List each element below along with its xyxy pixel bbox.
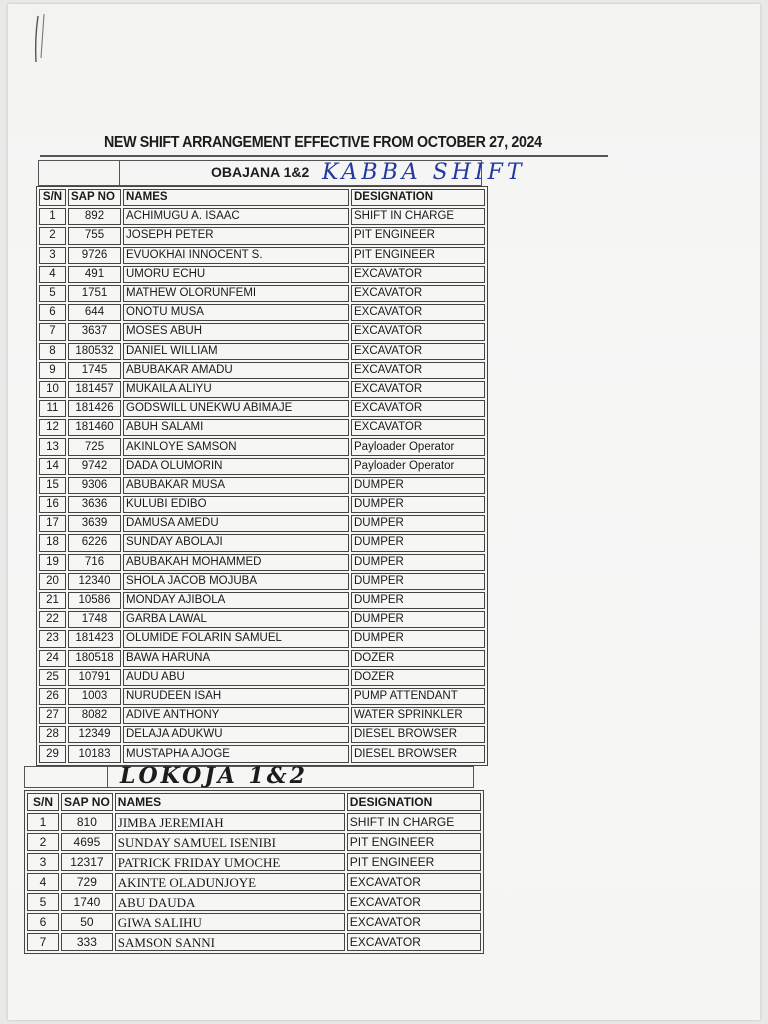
- cell-designation: DUMPER: [351, 477, 485, 494]
- cell-sap-no: 9742: [68, 458, 121, 475]
- table-row: [39, 285, 485, 302]
- cell-sn: 5: [39, 285, 66, 302]
- cell-sn: 18: [39, 534, 66, 551]
- cell-sn: 10: [39, 381, 66, 398]
- roster-body-lokoja: [27, 813, 481, 951]
- cell-sn: 1: [39, 208, 66, 225]
- cell-designation: PUMP ATTENDANT: [351, 688, 485, 705]
- cell-name: NURUDEEN ISAH: [123, 688, 349, 705]
- cell-name: ADIVE ANTHONY: [123, 707, 349, 724]
- cell-designation: DUMPER: [351, 515, 485, 532]
- cell-sn: 1: [27, 813, 59, 831]
- pen-mark-decoration: [24, 10, 64, 70]
- table-row: [39, 304, 485, 321]
- cell-sap-no: 9306: [68, 477, 121, 494]
- title-underline: [40, 155, 608, 157]
- table-row: [39, 630, 485, 647]
- cell-sn: 7: [27, 933, 59, 951]
- cell-designation: DOZER: [351, 669, 485, 686]
- cell-sn: 26: [39, 688, 66, 705]
- table-row: [39, 266, 485, 283]
- location-divider: [119, 161, 120, 185]
- cell-name: SHOLA JACOB MOJUBA: [123, 573, 349, 590]
- cell-name: SUNDAY ABOLAJI: [123, 534, 349, 551]
- table-row: [39, 726, 485, 743]
- cell-name: OLUMIDE FOLARIN SAMUEL: [123, 630, 349, 647]
- cell-sn: 6: [39, 304, 66, 321]
- cell-name: KULUBI EDIBO: [123, 496, 349, 513]
- cell-designation: DUMPER: [351, 630, 485, 647]
- cell-sn: 3: [39, 247, 66, 264]
- cell-name: SAMSON SANNI: [115, 933, 345, 951]
- cell-name: ABUBAKAH MOHAMMED: [123, 554, 349, 571]
- cell-designation: PIT ENGINEER: [351, 247, 485, 264]
- cell-designation: EXCAVATOR: [347, 913, 481, 931]
- cell-sn: 5: [27, 893, 59, 911]
- table-row: [27, 873, 481, 891]
- cell-sn: 13: [39, 438, 66, 455]
- cell-sn: 2: [39, 227, 66, 244]
- cell-sn: 4: [39, 266, 66, 283]
- document-title: NEW SHIFT ARRANGEMENT EFFECTIVE FROM OCTOBER 27, 2024: [104, 134, 542, 151]
- cell-designation: DUMPER: [351, 496, 485, 513]
- col-header-designation: DESIGNATION: [347, 793, 481, 811]
- cell-name: AKINTE OLADUNJOYE: [115, 873, 345, 891]
- cell-designation: EXCAVATOR: [347, 933, 481, 951]
- cell-sn: 27: [39, 707, 66, 724]
- cell-designation: DUMPER: [351, 611, 485, 628]
- cell-name: AUDU ABU: [123, 669, 349, 686]
- cell-name: MUSTAPHA AJOGE: [123, 745, 349, 762]
- cell-sap-no: 491: [68, 266, 121, 283]
- cell-designation: SHIFT IN CHARGE: [351, 208, 485, 225]
- cell-sn: 8: [39, 343, 66, 360]
- cell-sap-no: 9726: [68, 247, 121, 264]
- cell-sap-no: 810: [61, 813, 113, 831]
- cell-designation: EXCAVATOR: [351, 285, 485, 302]
- table-row: [39, 247, 485, 264]
- cell-sap-no: 12349: [68, 726, 121, 743]
- table-row: [39, 458, 485, 475]
- cell-name: SUNDAY SAMUEL ISENIBI: [115, 833, 345, 851]
- cell-sap-no: 10183: [68, 745, 121, 762]
- cell-designation: DUMPER: [351, 573, 485, 590]
- cell-sap-no: 333: [61, 933, 113, 951]
- cell-designation: DOZER: [351, 650, 485, 667]
- cell-designation: PIT ENGINEER: [347, 853, 481, 871]
- table-row: [39, 400, 485, 417]
- cell-sap-no: 50: [61, 913, 113, 931]
- cell-designation: DUMPER: [351, 534, 485, 551]
- cell-designation: DUMPER: [351, 554, 485, 571]
- cell-designation: PIT ENGINEER: [351, 227, 485, 244]
- cell-sn: 29: [39, 745, 66, 762]
- cell-sap-no: 3637: [68, 323, 121, 340]
- table-row: [39, 343, 485, 360]
- handwritten-shift-note: KABBA SHIFT: [322, 160, 526, 185]
- cell-designation: Payloader Operator: [351, 458, 485, 475]
- cell-sap-no: 181423: [68, 630, 121, 647]
- handwritten-location-note: LOKOJA 1&2: [120, 763, 308, 789]
- cell-sn: 15: [39, 477, 66, 494]
- cell-name: PATRICK FRIDAY UMOCHE: [115, 853, 345, 871]
- cell-sap-no: 10586: [68, 592, 121, 609]
- table-row: [39, 323, 485, 340]
- roster-table-lokoja: [24, 790, 484, 954]
- cell-sap-no: 725: [68, 438, 121, 455]
- col-header-sap: SAP NO: [68, 189, 121, 206]
- table-row: [39, 592, 485, 609]
- cell-sap-no: 892: [68, 208, 121, 225]
- table-row: [39, 381, 485, 398]
- cell-designation: EXCAVATOR: [351, 323, 485, 340]
- cell-name: ACHIMUGU A. ISAAC: [123, 208, 349, 225]
- cell-sap-no: 644: [68, 304, 121, 321]
- cell-designation: Payloader Operator: [351, 438, 485, 455]
- col-header-names: NAMES: [115, 793, 345, 811]
- cell-name: GODSWILL UNEKWU ABIMAJE: [123, 400, 349, 417]
- cell-designation: PIT ENGINEER: [347, 833, 481, 851]
- cell-sap-no: 1740: [61, 893, 113, 911]
- cell-sap-no: 1751: [68, 285, 121, 302]
- cell-sn: 16: [39, 496, 66, 513]
- cell-sn: 12: [39, 419, 66, 436]
- cell-sap-no: 180532: [68, 343, 121, 360]
- cell-name: MOSES ABUH: [123, 323, 349, 340]
- cell-sap-no: 729: [61, 873, 113, 891]
- cell-name: MUKAILA ALIYU: [123, 381, 349, 398]
- cell-sn: 6: [27, 913, 59, 931]
- cell-sn: 7: [39, 323, 66, 340]
- cell-sn: 22: [39, 611, 66, 628]
- cell-name: ABUH SALAMI: [123, 419, 349, 436]
- roster-table-obajana: [36, 186, 488, 766]
- cell-sap-no: 10791: [68, 669, 121, 686]
- cell-sn: 25: [39, 669, 66, 686]
- cell-sap-no: 181457: [68, 381, 121, 398]
- cell-sn: 19: [39, 554, 66, 571]
- col-header-sn: S/N: [39, 189, 66, 206]
- cell-sn: 21: [39, 592, 66, 609]
- cell-name: GIWA SALIHU: [115, 913, 345, 931]
- cell-name: ABU DAUDA: [115, 893, 345, 911]
- cell-sap-no: 3639: [68, 515, 121, 532]
- table-row: [39, 477, 485, 494]
- table-row: [39, 745, 485, 762]
- cell-sn: 3: [27, 853, 59, 871]
- table-row: [27, 913, 481, 931]
- cell-sap-no: 181426: [68, 400, 121, 417]
- cell-designation: EXCAVATOR: [347, 873, 481, 891]
- cell-name: ABUBAKAR MUSA: [123, 477, 349, 494]
- cell-sn: 11: [39, 400, 66, 417]
- table-row: [27, 813, 481, 831]
- table-row: [27, 833, 481, 851]
- cell-sap-no: 12317: [61, 853, 113, 871]
- roster-body-obajana: [39, 208, 485, 762]
- cell-designation: DIESEL BROWSER: [351, 726, 485, 743]
- table-row: [39, 419, 485, 436]
- col-header-designation: DESIGNATION: [351, 189, 485, 206]
- cell-name: EVUOKHAI INNOCENT S.: [123, 247, 349, 264]
- cell-sap-no: 180518: [68, 650, 121, 667]
- table-row: [39, 515, 485, 532]
- cell-designation: EXCAVATOR: [347, 893, 481, 911]
- cell-sn: 17: [39, 515, 66, 532]
- cell-sap-no: 716: [68, 554, 121, 571]
- cell-name: MONDAY AJIBOLA: [123, 592, 349, 609]
- cell-sn: 2: [27, 833, 59, 851]
- col-header-sap: SAP NO: [61, 793, 113, 811]
- cell-sap-no: 755: [68, 227, 121, 244]
- cell-name: DELAJA ADUKWU: [123, 726, 349, 743]
- table-row: [39, 227, 485, 244]
- cell-sn: 28: [39, 726, 66, 743]
- cell-sn: 24: [39, 650, 66, 667]
- table-header-row: [27, 793, 481, 811]
- cell-designation: EXCAVATOR: [351, 400, 485, 417]
- cell-sap-no: 3636: [68, 496, 121, 513]
- table-row: [39, 438, 485, 455]
- cell-designation: DIESEL BROWSER: [351, 745, 485, 762]
- table-header-row: [39, 189, 485, 206]
- location-label: OBAJANA 1&2: [211, 164, 310, 180]
- cell-designation: EXCAVATOR: [351, 381, 485, 398]
- cell-name: DAMUSA AMEDU: [123, 515, 349, 532]
- cell-sap-no: 1748: [68, 611, 121, 628]
- table-row: [39, 554, 485, 571]
- cell-designation: EXCAVATOR: [351, 343, 485, 360]
- cell-sn: 14: [39, 458, 66, 475]
- cell-designation: EXCAVATOR: [351, 419, 485, 436]
- cell-name: JIMBA JEREMIAH: [115, 813, 345, 831]
- cell-name: DADA OLUMORIN: [123, 458, 349, 475]
- cell-sap-no: 12340: [68, 573, 121, 590]
- table-row: [27, 933, 481, 951]
- table-row: [39, 611, 485, 628]
- cell-sn: 23: [39, 630, 66, 647]
- table-row: [39, 208, 485, 225]
- cell-name: ONOTU MUSA: [123, 304, 349, 321]
- cell-sap-no: 8082: [68, 707, 121, 724]
- cell-name: BAWA HARUNA: [123, 650, 349, 667]
- cell-sap-no: 4695: [61, 833, 113, 851]
- cell-name: AKINLOYE SAMSON: [123, 438, 349, 455]
- cell-sap-no: 1745: [68, 362, 121, 379]
- table-row: [27, 893, 481, 911]
- table-row: [39, 496, 485, 513]
- cell-sap-no: 6226: [68, 534, 121, 551]
- cell-designation: EXCAVATOR: [351, 304, 485, 321]
- table-row: [39, 669, 485, 686]
- cell-designation: WATER SPRINKLER: [351, 707, 485, 724]
- gap-divider: [107, 767, 108, 787]
- cell-designation: EXCAVATOR: [351, 266, 485, 283]
- cell-sap-no: 1003: [68, 688, 121, 705]
- table-row: [39, 534, 485, 551]
- cell-designation: DUMPER: [351, 592, 485, 609]
- cell-sn: 20: [39, 573, 66, 590]
- cell-name: UMORU ECHU: [123, 266, 349, 283]
- cell-designation: SHIFT IN CHARGE: [347, 813, 481, 831]
- table-row: [39, 688, 485, 705]
- table-row: [39, 362, 485, 379]
- table-row: [39, 650, 485, 667]
- col-header-names: NAMES: [123, 189, 349, 206]
- col-header-sn: S/N: [27, 793, 59, 811]
- table-row: [39, 573, 485, 590]
- cell-name: DANIEL WILLIAM: [123, 343, 349, 360]
- cell-name: MATHEW OLORUNFEMI: [123, 285, 349, 302]
- cell-sn: 4: [27, 873, 59, 891]
- cell-sn: 9: [39, 362, 66, 379]
- cell-name: JOSEPH PETER: [123, 227, 349, 244]
- cell-sap-no: 181460: [68, 419, 121, 436]
- cell-name: ABUBAKAR AMADU: [123, 362, 349, 379]
- cell-designation: EXCAVATOR: [351, 362, 485, 379]
- table-row: [27, 853, 481, 871]
- table-row: [39, 707, 485, 724]
- cell-name: GARBA LAWAL: [123, 611, 349, 628]
